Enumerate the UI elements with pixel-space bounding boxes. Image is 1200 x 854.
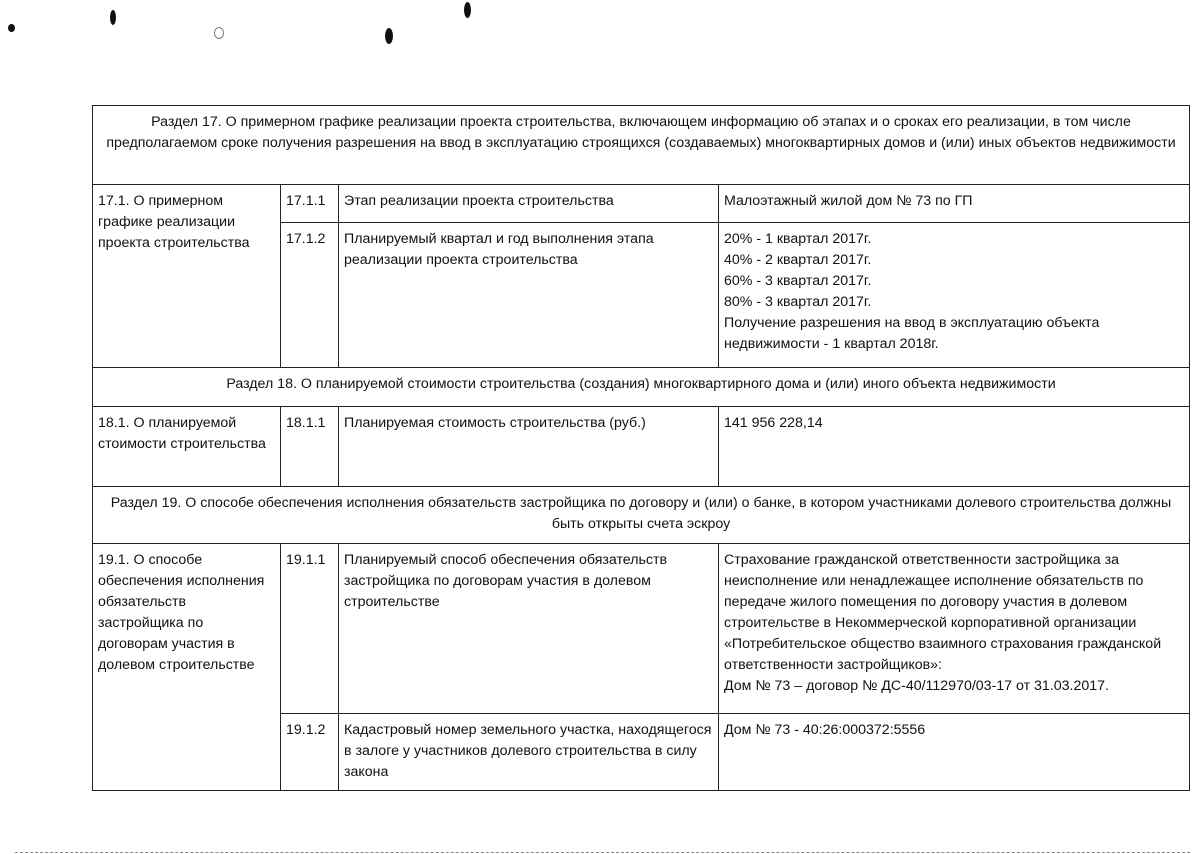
- group-label-18-1: 18.1. О планируемой стоимости строительства: [93, 407, 281, 487]
- table-row: [93, 407, 1190, 487]
- value-line: 141 956 228,14: [724, 415, 823, 431]
- scan-speck: [385, 28, 393, 44]
- scan-speck: [110, 10, 116, 25]
- row-value: [719, 544, 1190, 714]
- value-line: 80% - 3 квартал 2017г.: [724, 294, 872, 310]
- row-field: Планируемый способ обеспечения обязательств застройщика по договорам участия в долевом строительстве: [339, 544, 719, 714]
- group-label-17-1: 17.1. О примерном графике реализации проекта строительства: [93, 185, 281, 368]
- value-line: 40% - 2 квартал 2017г.: [724, 252, 872, 268]
- value-line: Страхование гражданской ответственности застройщика за неисполнение или ненадлежащее исполнение обязательств по передаче жилого помещения по договору участия в долевом строительстве в Некоммерческой корпоративной организации «Потребительское общество взаимного страхования гражданской ответственности застройщиков»:: [724, 552, 1162, 673]
- scan-speck: [464, 2, 471, 18]
- scan-speck: [214, 27, 224, 39]
- section-header-row: [93, 106, 1190, 185]
- value-line: Дом № 73 – договор № ДС-40/112970/03-17 от 31.03.2017.: [724, 678, 1109, 694]
- row-field: Планируемый квартал и год выполнения этапа реализации проекта строительства: [339, 223, 719, 368]
- row-value: [719, 223, 1190, 368]
- row-number: 17.1.1: [281, 185, 339, 223]
- row-number: 19.1.2: [281, 714, 339, 791]
- value-line: Получение разрешения на ввод в эксплуатацию объекта недвижимости - 1 квартал 2018г.: [724, 315, 1100, 352]
- section-18-title: Раздел 18. О планируемой стоимости строительства (создания) многоквартирного дома и (или) иного объекта недвижимости: [93, 368, 1190, 407]
- row-number: 18.1.1: [281, 407, 339, 487]
- row-field: Планируемая стоимость строительства (руб.): [339, 407, 719, 487]
- row-value: [719, 185, 1190, 223]
- value-line: 60% - 3 квартал 2017г.: [724, 273, 872, 289]
- value-line: 20% - 1 квартал 2017г.: [724, 231, 872, 247]
- disclosure-table: [92, 105, 1190, 791]
- row-value: [719, 407, 1190, 487]
- table-row: [93, 185, 1190, 223]
- section-header-row: [93, 368, 1190, 407]
- scan-speck: [8, 24, 15, 32]
- section-17-title: Раздел 17. О примерном графике реализации проекта строительства, включающем информацию об этапах и о сроках его реализации, в том числе предполагаемом сроке получения разрешения на ввод в эксплуатацию строящихся (создаваемых) многоквартирных домов и (или) иных объектов недвижимости: [93, 106, 1190, 185]
- value-line: Дом № 73 - 40:26:000372:5556: [724, 722, 926, 738]
- section-19-title: Раздел 19. О способе обеспечения исполнения обязательств застройщика по договору и (или) о банке, в котором участниками долевого строительства должны быть открыты счета эскроу: [93, 487, 1190, 544]
- table-row: [93, 544, 1190, 714]
- row-number: 19.1.1: [281, 544, 339, 714]
- section-header-row: [93, 487, 1190, 544]
- value-line: Малоэтажный жилой дом № 73 по ГП: [724, 193, 973, 209]
- row-number: 17.1.2: [281, 223, 339, 368]
- row-field: Кадастровый номер земельного участка, находящегося в залоге у участников долевого строительства в силу закона: [339, 714, 719, 791]
- row-value: [719, 714, 1190, 791]
- row-field: Этап реализации проекта строительства: [339, 185, 719, 223]
- group-label-19-1: 19.1. О способе обеспечения исполнения обязательств застройщика по договорам участия в долевом строительстве: [93, 544, 281, 791]
